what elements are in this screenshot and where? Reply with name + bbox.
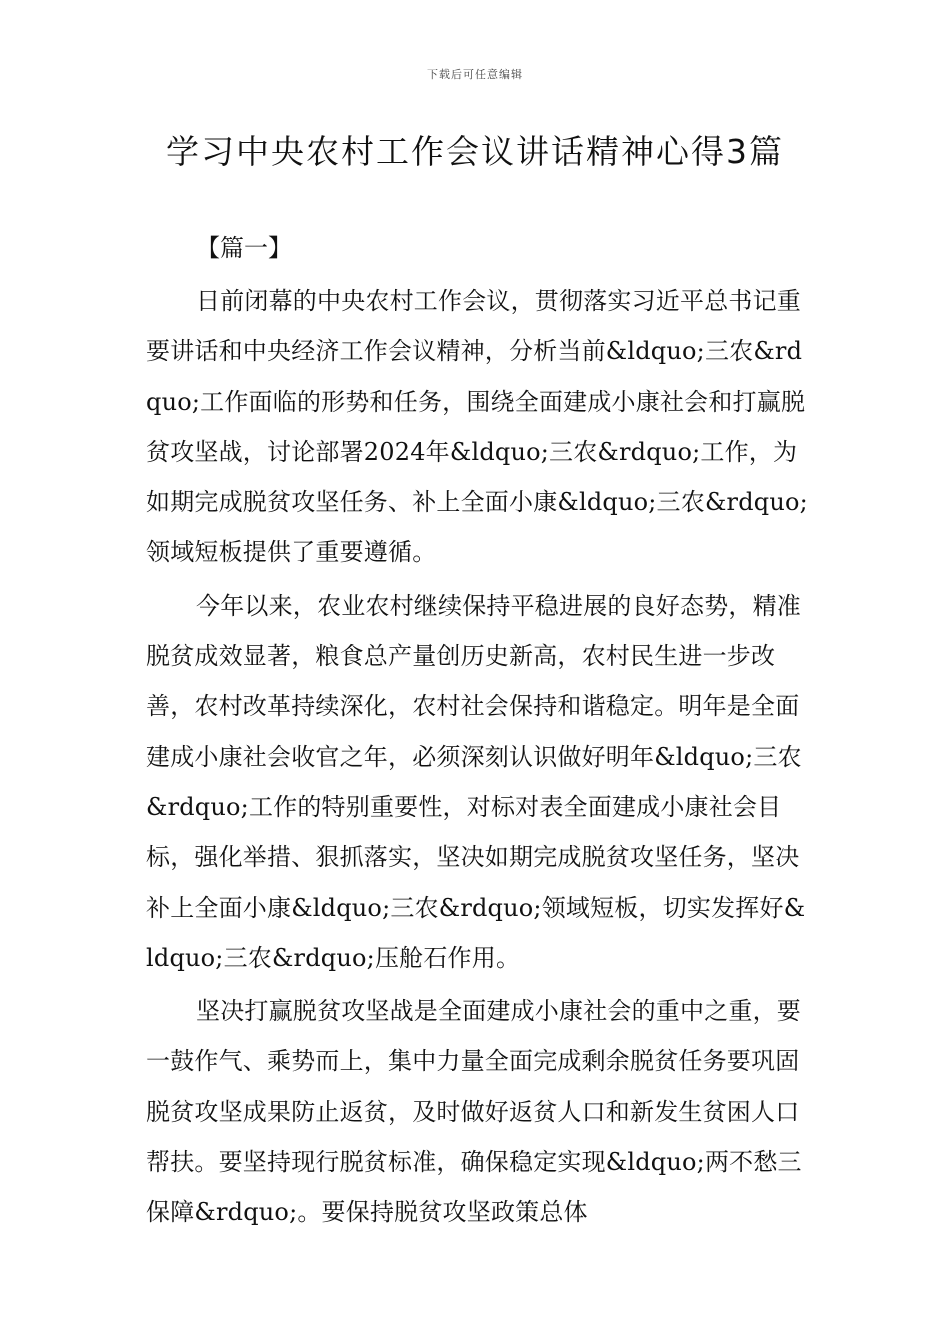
- paragraph: 日前闭幕的中央农村工作会议，贯彻落实习近平总书记重要讲话和中央经济工作会议精神，分析当前&ldquo;三农&rdquo;工作面临的形势和任务，围绕全面建成小康社会和打赢脱贫攻坚战，讨论部署2024年&ldquo;三农&rdquo;工作，为如期完成脱贫攻坚任务、补上全面小康&ldquo;三农&rdquo;领域短板提供了重要遵循。: [146, 287, 808, 567]
- header-note: 下载后可任意编辑: [427, 68, 523, 81]
- document-body: [146, 276, 808, 1238]
- section-heading: 【篇一】: [196, 234, 292, 262]
- document-title: 学习中央农村工作会议讲话精神心得3篇: [166, 132, 784, 171]
- paragraph: 坚决打赢脱贫攻坚战是全面建成小康社会的重中之重，要一鼓作气、乘势而上，集中力量全面完成剩余脱贫任务要巩固脱贫攻坚成果防止返贫，及时做好返贫人口和新发生贫困人口帮扶。要坚持现行脱贫标准，确保稳定实现&ldquo;两不愁三保障&rdquo;。要保持脱贫攻坚政策总体: [146, 997, 802, 1227]
- paragraph: 今年以来，农业农村继续保持平稳进展的良好态势，精准脱贫成效显著，粮食总产量创历史新高，农村民生进一步改善，农村改革持续深化，农村社会保持和谐稳定。明年是全面建成小康社会收官之年，必须深刻认识做好明年&ldquo;三农&rdquo;工作的特别重要性，对标对表全面建成小康社会目标，强化举措、狠抓落实，坚决如期完成脱贫攻坚任务，坚决补上全面小康&ldquo;三农&rdquo;领域短板，切实发挥好&ldquo;三农&rdquo;压舱石作用。: [146, 591, 806, 972]
